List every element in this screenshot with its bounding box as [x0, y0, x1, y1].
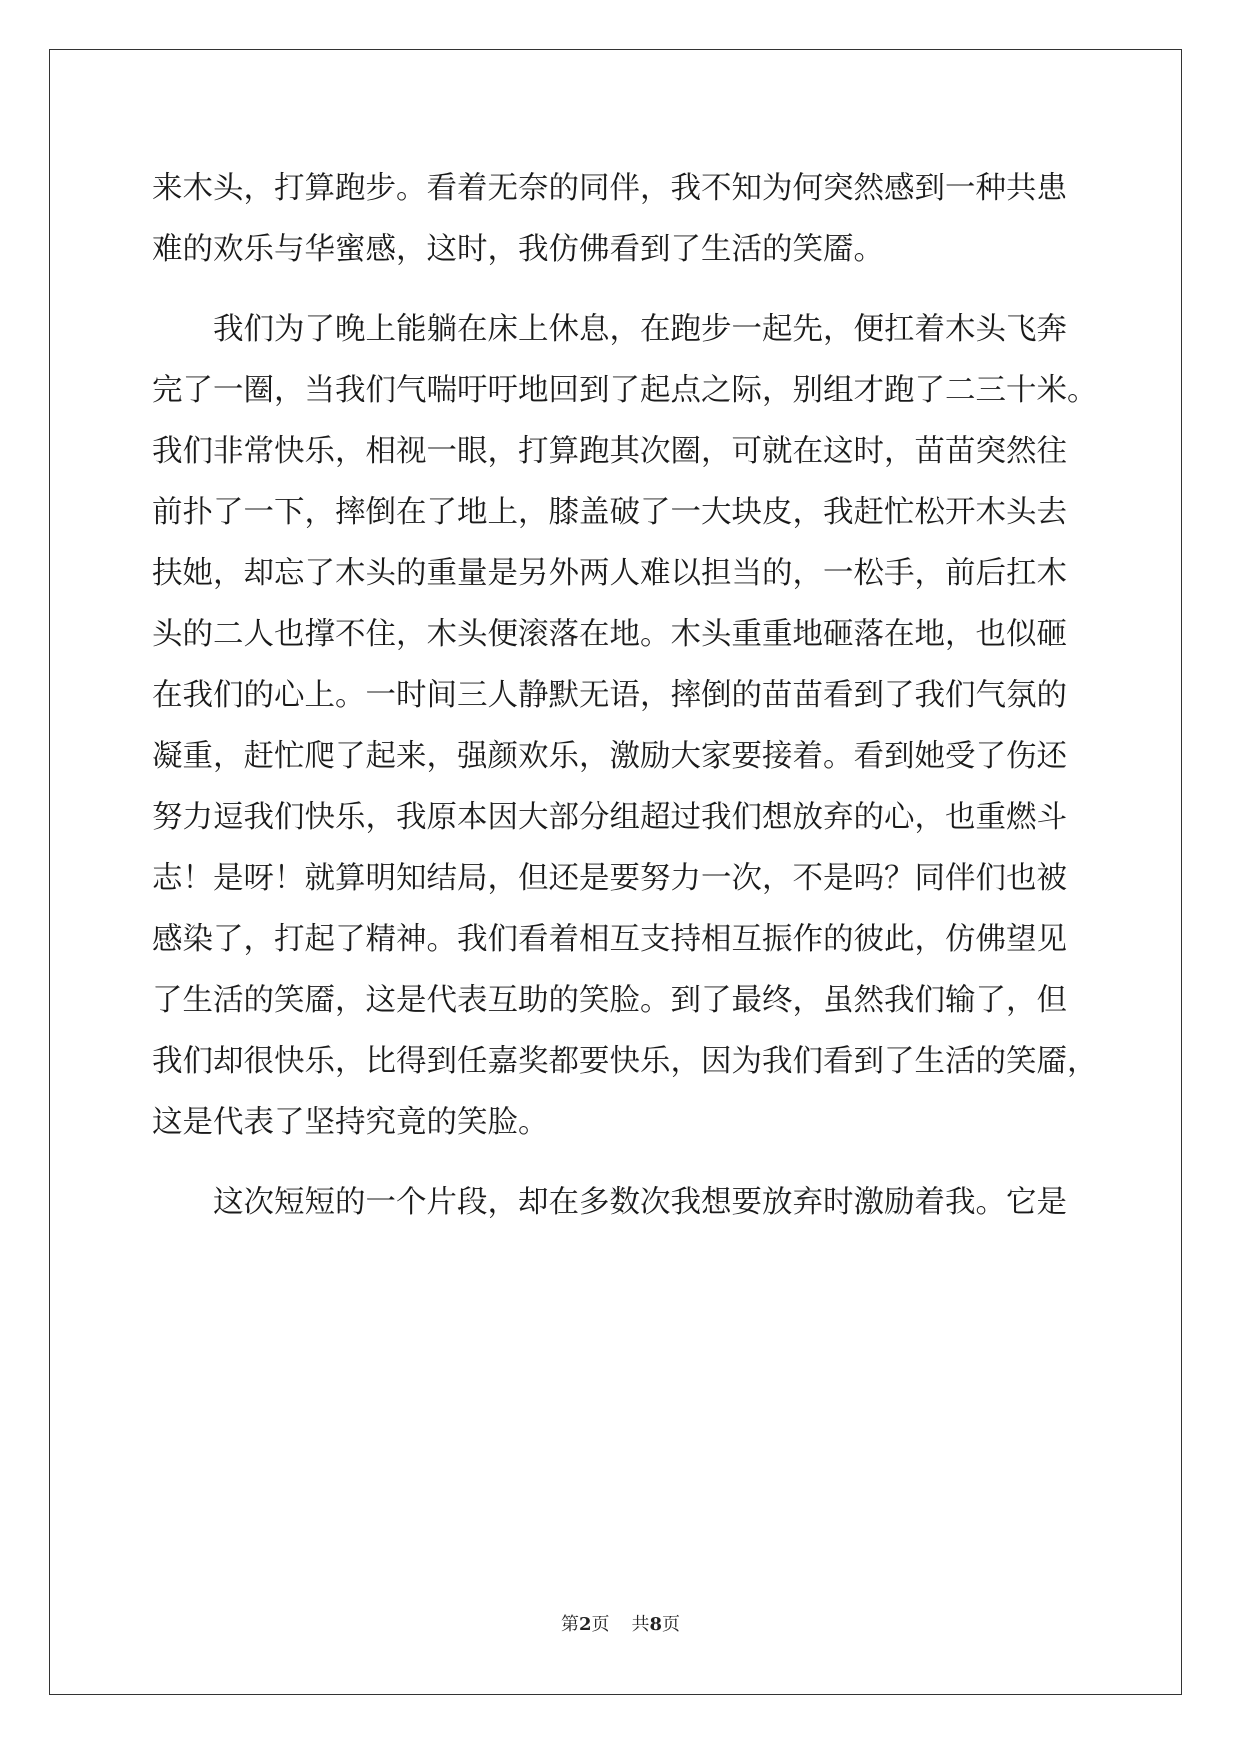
total-suffix: 页 [662, 1614, 681, 1635]
current-page-number: 2 [578, 1614, 592, 1635]
text-line: 凝重，赶忙爬了起来，强颜欢乐，激励大家要接着。看到她受了伤还 [152, 739, 1067, 774]
text-line: 来木头，打算跑步。看着无奈的同伴，我不知为何突然感到一种共患 [152, 171, 1067, 206]
page-prefix: 第 [560, 1614, 579, 1635]
paragraph-start-line: 这次短短的一个片段，却在多数次我想要放弃时激励着我。它是 [213, 1185, 1067, 1220]
text-line: 在我们的心上。一时间三人静默无语，摔倒的苗苗看到了我们气氛的 [152, 678, 1067, 713]
total-page-number: 8 [649, 1614, 663, 1635]
text-line: 我们非常快乐，相视一眼，打算跑其次圈，可就在这时，苗苗突然往 [152, 434, 1067, 469]
text-line: 这是代表了坚持究竟的笑脸。 [152, 1105, 549, 1140]
text-line: 扶她，却忘了木头的重量是另外两人难以担当的，一松手，前后扛木 [152, 556, 1067, 591]
text-line: 感染了，打起了精神。我们看着相互支持相互振作的彼此，仿佛望见 [152, 922, 1067, 957]
document-body [152, 158, 1098, 1233]
text-line: 头的二人也撑不住，木头便滚落在地。木头重重地砸落在地，也似砸 [152, 617, 1067, 652]
text-line: 志！是呀！就算明知结局，但还是要努力一次，不是吗？同伴们也被 [152, 861, 1067, 896]
text-line: 了生活的笑靥，这是代表互助的笑脸。到了最终，虽然我们输了，但 [152, 983, 1067, 1018]
text-line: 我们却很快乐，比得到任嘉奖都要快乐，因为我们看到了生活的笑靥， [152, 1044, 1098, 1079]
total-prefix: 共 [631, 1614, 650, 1635]
text-line: 难的欢乐与华蜜感，这时，我仿佛看到了生活的笑靥。 [152, 232, 884, 267]
page-footer [0, 1610, 1241, 1636]
page-suffix: 页 [591, 1614, 610, 1635]
text-line: 努力逗我们快乐，我原本因大部分组超过我们想放弃的心，也重燃斗 [152, 800, 1067, 835]
paragraph-start-line: 我们为了晚上能躺在床上休息，在跑步一起先，便扛着木头飞奔 [213, 312, 1067, 347]
text-line: 前扑了一下，摔倒在了地上，膝盖破了一大块皮，我赶忙松开木头去 [152, 495, 1067, 530]
text-line: 完了一圈，当我们气喘吁吁地回到了起点之际，别组才跑了二三十米。 [152, 373, 1098, 408]
